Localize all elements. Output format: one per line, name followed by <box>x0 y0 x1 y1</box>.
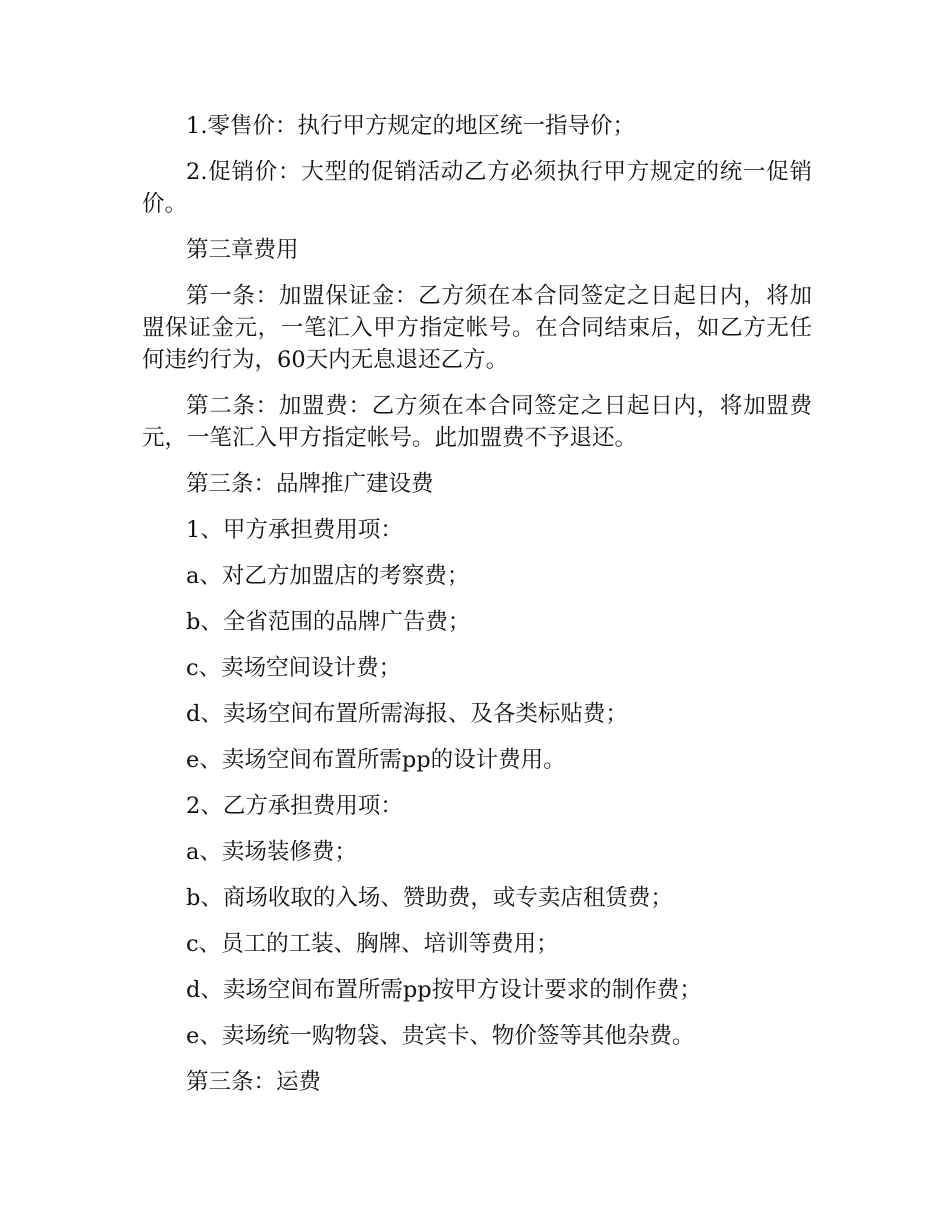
paragraph-promo-price: 2.促销价：大型的促销活动乙方必须执行甲方规定的统一促销价。 <box>142 159 812 217</box>
paragraph-retail-price: 1.零售价：执行甲方规定的地区统一指导价； <box>186 113 635 139</box>
list-item: e、卖场空间布置所需pp的设计费用。 <box>186 747 566 773</box>
paragraph-franchise-fee: 第二条：加盟费：乙方须在本合同签定之日起日内，将加盟费元，一笔汇入甲方指定帐号。此加盟费不予退还。 <box>142 393 812 451</box>
article-heading-shipping: 第三条：运费 <box>186 1069 322 1095</box>
list-item: e、卖场统一购物袋、贵宾卡、物价签等其他杂费。 <box>186 1023 695 1049</box>
chapter-heading-fees: 第三章费用 <box>186 237 299 263</box>
list-heading-party-b-costs: 2、乙方承担费用项： <box>186 793 403 819</box>
list-item: d、卖场空间布置所需pp按甲方设计要求的制作费； <box>186 977 702 1003</box>
list-item: a、对乙方加盟店的考察费； <box>186 563 470 589</box>
list-item: b、全省范围的品牌广告费； <box>186 609 471 635</box>
document-body <box>142 110 812 1112</box>
list-item: c、卖场空间设计费； <box>186 655 402 681</box>
list-item: c、员工的工装、胸牌、培训等费用； <box>186 931 559 957</box>
list-item: b、商场收取的入场、赞助费，或专卖店租赁费； <box>186 885 673 911</box>
paragraph-franchise-deposit: 第一条：加盟保证金：乙方须在本合同签定之日起日内，将加盟保证金元，一笔汇入甲方指定帐号。在合同结束后，如乙方无任何违约行为，60天内无息退还乙方。 <box>142 283 812 373</box>
article-heading-brand-promotion: 第三条：品牌推广建设费 <box>186 471 434 497</box>
list-item: a、卖场装修费； <box>186 839 357 865</box>
list-heading-party-a-costs: 1、甲方承担费用项： <box>186 517 403 543</box>
list-item: d、卖场空间布置所需海报、及各类标贴费； <box>186 701 628 727</box>
